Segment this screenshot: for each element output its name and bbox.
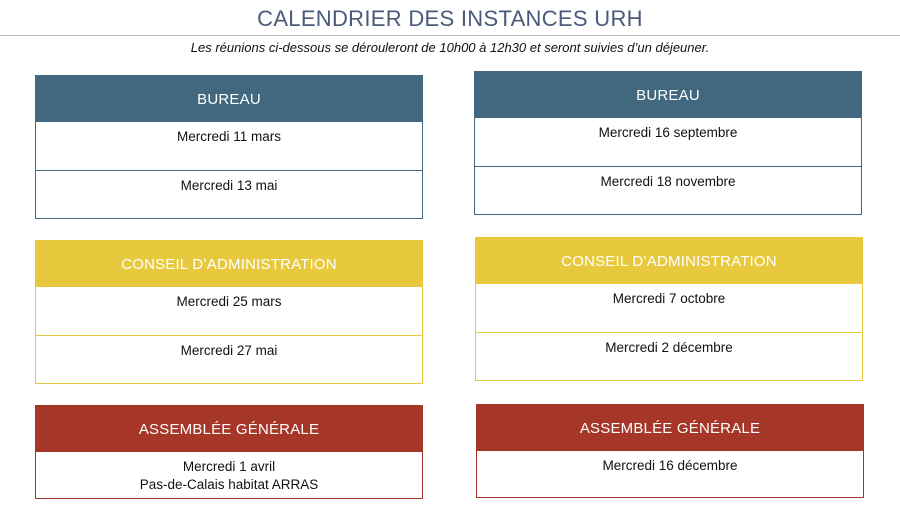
page-title: CALENDRIER DES INSTANCES URH: [257, 6, 643, 31]
meeting-date: Mercredi 11 mars: [176, 129, 282, 144]
meeting-date: Mercredi 25 mars: [176, 294, 282, 309]
bureau-heading: BUREAU: [36, 76, 422, 122]
conseil-heading: CONSEIL D’ADMINISTRATION: [36, 241, 422, 287]
right-assemblee-box: [476, 404, 864, 498]
meeting-date: Mercredi 1 avril: [182, 459, 276, 474]
page-subtitle: Les réunions ci-dessous se dérouleront de 10h00 à 12h30 et seront suivies d’un déjeuner.: [190, 40, 710, 55]
left-assemblee-box: [35, 405, 423, 499]
meeting-location: Pas-de-Calais habitat ARRAS: [139, 477, 319, 492]
meeting-date-cell: [36, 452, 422, 498]
left-conseil-box: [35, 240, 423, 384]
meeting-date: Mercredi 13 mai: [36, 170, 422, 218]
assemblee-heading: ASSEMBLÉE GÉNÉRALE: [36, 406, 422, 452]
assemblee-heading: ASSEMBLÉE GÉNÉRALE: [477, 405, 863, 451]
right-bureau-box: [474, 71, 862, 215]
conseil-heading: CONSEIL D’ADMINISTRATION: [476, 238, 862, 284]
meeting-date: Mercredi 2 décembre: [476, 332, 862, 380]
left-bureau-box: [35, 75, 423, 219]
bureau-heading: BUREAU: [475, 72, 861, 118]
meeting-date: Mercredi 16 septembre: [598, 125, 738, 140]
right-conseil-box: [475, 237, 863, 381]
meeting-date: Mercredi 7 octobre: [612, 291, 726, 306]
meeting-date: Mercredi 16 décembre: [602, 458, 738, 473]
meeting-date: Mercredi 27 mai: [36, 335, 422, 383]
meeting-date: Mercredi 18 novembre: [475, 166, 861, 214]
title-divider: [0, 35, 900, 36]
